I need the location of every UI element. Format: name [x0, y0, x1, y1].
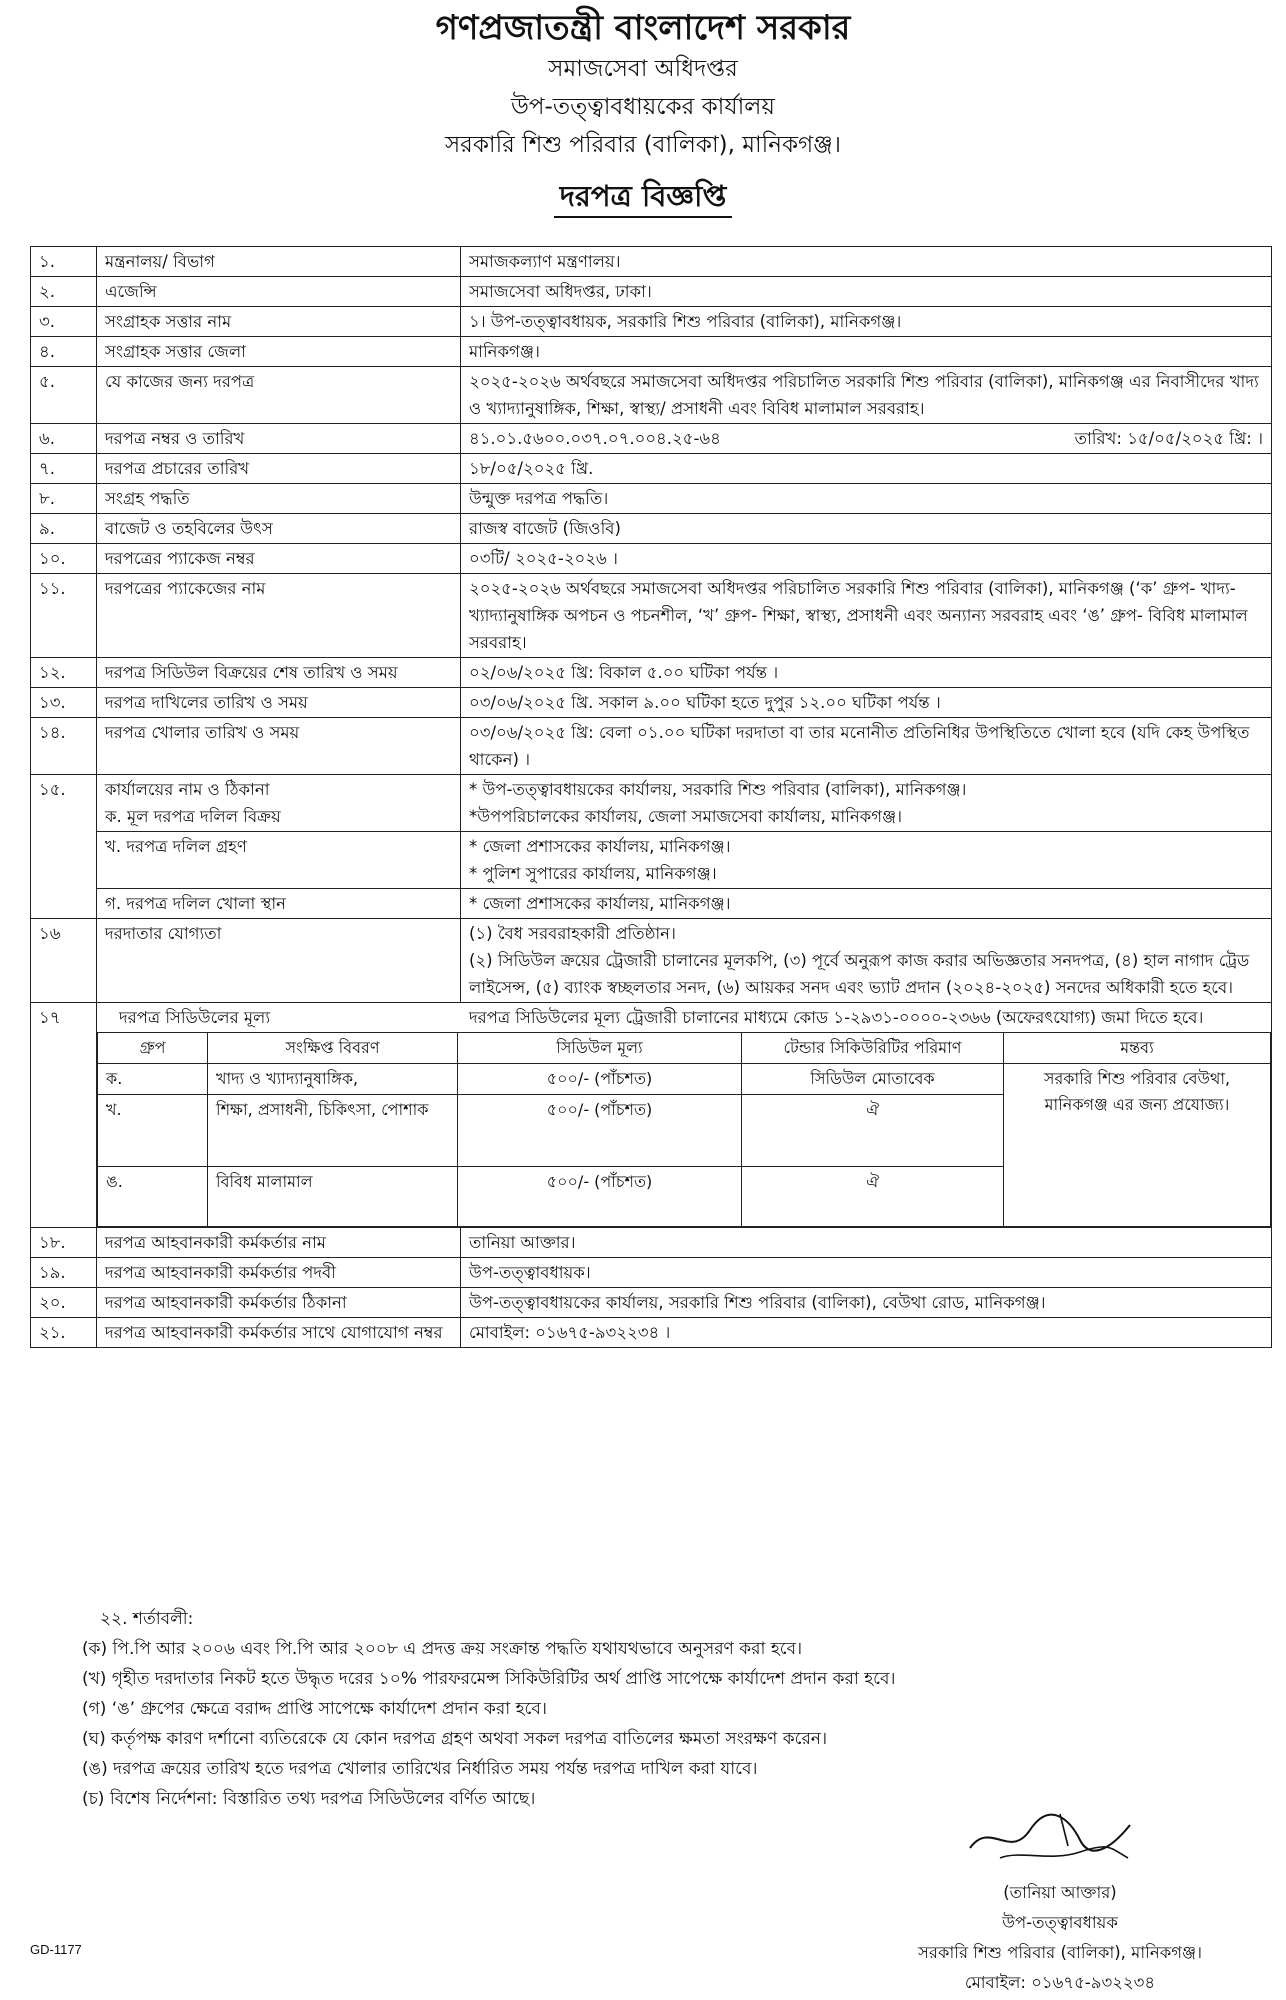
- document-header: [0, 6, 1286, 218]
- row-value: মোবাইল: ০১৬৭৫-৯৩২২৩৪ ।: [461, 1318, 1272, 1348]
- receive-office-2: * পুলিশ সুপারের কার্যালয়, মানিকগঞ্জ।: [469, 864, 717, 883]
- col-header: টেন্ডার সিকিউরিটির পরিমাণ: [742, 1033, 1004, 1064]
- table-header-row: [98, 1033, 1271, 1064]
- row-number: ২.: [31, 277, 97, 307]
- table-row: [31, 337, 1272, 367]
- row-value: * জেলা প্রশাসকের কার্যালয়, মানিকগঞ্জ।: [461, 889, 1272, 919]
- remark-cell: সরকারি শিশু পরিবার বেউথা, মানিকগঞ্জ এর জন্য প্রযোজ্য।: [1004, 1064, 1271, 1227]
- row-label: খ. দরপত্র দলিল গ্রহণ: [97, 832, 461, 889]
- row-number: ১.: [31, 247, 97, 277]
- row-value: দরপত্র সিডিউলের মূল্য ট্রেজারী চালানের মাধ্যমে কোড ১-২৯৩১-০০০০-২৩৬৬ (অফেরৎযোগ্য) জমা দিতে হবে।: [469, 1008, 1204, 1027]
- tender-number: ৪১.০১.৫৬০০.০৩৭.০৭.০০৪.২৫-৬৪: [469, 429, 721, 448]
- term-item: (চ) বিশেষ নির্দেশনা: বিস্তারিত তথ্য দরপত্র সিডিউলের বর্ণিত আছে।: [82, 1789, 536, 1809]
- row-label: দরপত্র আহবানকারী কর্মকর্তার পদবী: [97, 1258, 461, 1288]
- row-number: ১২.: [31, 658, 97, 688]
- row-value: রাজস্ব বাজেট (জিওবি): [461, 514, 1272, 544]
- qualification-2: (২) সিডিউল ক্রয়ের ট্রেজারী চালানের মূলকপি, (৩) পূর্বে অনুরূপ কাজ করার অভিজ্ঞতার সনদপত্র, (৪) হাল নাগাদ ট্রেড লাইসেন্স, (৫) ব্যাংক স্বচ্ছলতার সনদ, (৬) আয়কর সনদ এবং ভ্যাট প্রদান (২০২৪-২০২৫) সনদের অধিকারী হতে হবে।: [469, 951, 1250, 997]
- row-label: দরপত্র খোলার তারিখ ও সময়: [97, 718, 461, 775]
- row-label: দরপত্র আহবানকারী কর্মকর্তার ঠিকানা: [97, 1288, 461, 1318]
- qualification-1: (১) বৈধ সরবরাহকারী প্রতিষ্ঠান।: [469, 924, 676, 943]
- group-price-table: [97, 1032, 1271, 1227]
- row-label: [97, 775, 461, 832]
- institution-name: সরকারি শিশু পরিবার (বালিকা), মানিকগঞ্জ।: [444, 132, 842, 158]
- table-row: [31, 718, 1272, 775]
- row-value: [461, 424, 1272, 454]
- desc-cell: বিবিধ মালামাল: [208, 1167, 458, 1227]
- row-label: দরপত্র আহবানকারী কর্মকর্তার সাথে যোগাযোগ নম্বর: [97, 1318, 461, 1348]
- row-value: ১৮/০৫/২০২৫ খ্রি.: [461, 454, 1272, 484]
- document-code: GD-1177: [30, 1942, 82, 1957]
- row-number: ২১.: [31, 1318, 97, 1348]
- row-value: সমাজসেবা অধিদপ্তর, ঢাকা।: [461, 277, 1272, 307]
- tender-details-table: [30, 246, 1272, 1348]
- row-label: গ. দরপত্র দলিল খোলা স্থান: [97, 889, 461, 919]
- row-number: ১১.: [31, 574, 97, 658]
- term-item: (ক) পি.পি আর ২০০৬ এবং পি.পি আর ২০০৮ এ প্রদত্ত ক্রয় সংক্রান্ত পদ্ধতি যথাযথভাবে অনুসরণ করা হবে।: [82, 1639, 803, 1659]
- row-number: ১৫.: [31, 775, 97, 919]
- row-label: বাজেট ও তহবিলের উৎস: [97, 514, 461, 544]
- row-value: [461, 832, 1272, 889]
- row-label: সংগ্রাহক সত্তার নাম: [97, 307, 461, 337]
- row-number: ৫.: [31, 367, 97, 424]
- directorate-name: সমাজসেবা অধিদপ্তর: [548, 56, 738, 82]
- row-label: যে কাজের জন্য দরপত্র: [97, 367, 461, 424]
- table-row: [31, 574, 1272, 658]
- col-header: সিডিউল মূল্য: [458, 1033, 742, 1064]
- table-row: [31, 688, 1272, 718]
- row-number: ১৮.: [31, 1228, 97, 1258]
- row-number: ২০.: [31, 1288, 97, 1318]
- table-row: [31, 424, 1272, 454]
- row-label: দরপত্র সিডিউল বিক্রয়ের শেষ তারিখ ও সময়: [97, 658, 461, 688]
- table-row: [31, 1258, 1272, 1288]
- table-row: [31, 658, 1272, 688]
- table-row: [31, 307, 1272, 337]
- price-cell: ৫০০/- (পাঁচশত): [458, 1167, 742, 1227]
- table-row: [31, 484, 1272, 514]
- desc-cell: শিক্ষা, প্রসাধনী, চিকিৎসা, পোশাক: [208, 1095, 458, 1167]
- row-label: দরপত্র আহবানকারী কর্মকর্তার নাম: [97, 1228, 461, 1258]
- price-cell: ৫০০/- (পাঁচশত): [458, 1064, 742, 1095]
- row-number: ৪.: [31, 337, 97, 367]
- row-label: এজেন্সি: [97, 277, 461, 307]
- table-row: [31, 544, 1272, 574]
- desc-cell: খাদ্য ও খ্যাদ্যানুষাঙ্গিক,: [208, 1064, 458, 1095]
- row-number: ১৯.: [31, 1258, 97, 1288]
- group-cell: ঙ.: [98, 1167, 208, 1227]
- row-label: দরপত্র প্রচারের তারিখ: [97, 454, 461, 484]
- row-value: তানিয়া আক্তার।: [461, 1228, 1272, 1258]
- table-row: [31, 832, 1272, 889]
- row-value: ১। উপ-তত্ত্বাবধায়ক, সরকারি শিশু পরিবার (বালিকা), মানিকগঞ্জ।: [461, 307, 1272, 337]
- schedule-sale-label: ক. মূল দরপত্র দলিল বিক্রয়: [105, 807, 281, 826]
- row-number: ১৭: [31, 1003, 97, 1228]
- row-label: দরপত্রের প্যাকেজ নম্বর: [97, 544, 461, 574]
- row-number: ৭.: [31, 454, 97, 484]
- row-label: দরপত্র দাখিলের তারিখ ও সময়: [97, 688, 461, 718]
- table-row: [31, 454, 1272, 484]
- table-row: [31, 367, 1272, 424]
- row-value: ০২/০৬/২০২৫ খ্রি: বিকাল ৫.০০ ঘটিকা পর্যন্ত ।: [461, 658, 1272, 688]
- notice-title: দরপত্র বিজ্ঞপ্তি: [554, 178, 733, 218]
- row-value: উন্মুক্ত দরপত্র পদ্ধতি।: [461, 484, 1272, 514]
- row-number: ১৩.: [31, 688, 97, 718]
- sale-office-2: *উপপরিচালকের কার্যালয়, জেলা সমাজসেবা কার্যালয়, মানিকগঞ্জ।: [469, 807, 903, 826]
- receive-office-1: * জেলা প্রশাসকের কার্যালয়, মানিকগঞ্জ।: [469, 837, 731, 856]
- table-row: [31, 277, 1272, 307]
- row-value: ২০২৫-২০২৬ অর্থবছরে সমাজসেবা অধিদপ্তর পরিচালিত সরকারি শিশু পরিবার (বালিকা), মানিকগঞ্জ এর নিবাসীদের খাদ্য ও খ্যাদ্যানুষাঙ্গিক, শিক্ষা, স্বাস্থ্য/ প্রসাধনী এবং বিবিধ মালামাল সরবরাহ।: [461, 367, 1272, 424]
- row-number: ৮.: [31, 484, 97, 514]
- tender-date: তারিখ: ১৫/০৫/২০২৫ খ্রি: ।: [1074, 429, 1263, 448]
- signatory-designation: উপ-তত্ত্বাবধায়ক: [1002, 1913, 1118, 1932]
- security-cell: ঐ: [742, 1167, 1004, 1227]
- signatory-name: (তানিয়া আক্তার): [1003, 1883, 1117, 1902]
- col-header: সংক্ষিপ্ত বিবরণ: [208, 1033, 458, 1064]
- row-label: দরপত্র সিডিউলের মূল্য: [119, 1008, 271, 1027]
- row-label: সংগ্রহ পদ্ধতি: [97, 484, 461, 514]
- row-value: ০৩টি/ ২০২৫-২০২৬ ।: [461, 544, 1272, 574]
- signatory-office: সরকারি শিশু পরিবার (বালিকা), মানিকগঞ্জ।: [917, 1943, 1203, 1962]
- row-number: ৩.: [31, 307, 97, 337]
- row-number: ৬.: [31, 424, 97, 454]
- row-value: উপ-তত্ত্বাবধায়ক।: [461, 1258, 1272, 1288]
- table-row: [31, 514, 1272, 544]
- row-value: ২০২৫-২০২৬ অর্থবছরে সমাজসেবা অধিদপ্তর পরিচালিত সরকারি শিশু পরিবার (বালিকা), মানিকগঞ্জ (‘ক’ গ্রুপ- খাদ্য- খ্যাদ্যানুষাঙ্গিক অপচন ও পচনশীল, ‘খ’ গ্রুপ- শিক্ষা, স্বাস্থ্য, প্রসাধনী এবং অন্যান্য সরবরাহ এবং ‘ঙ’ গ্রুপ- বিবিধ মালামাল সরবরাহ।: [461, 574, 1272, 658]
- table-row: [31, 1228, 1272, 1258]
- row-value: ০৩/০৬/২০২৫ খ্রি: বেলা ০১.০০ ঘটিকা দরদাতা বা তার মনোনীত প্রতিনিধির উপস্থিতিতে খোলা হবে (যদি কেহ উপস্থিত থাকেন) ।: [461, 718, 1272, 775]
- office-address-label: কার্যালয়ের নাম ও ঠিকানা: [105, 780, 270, 799]
- signatory-block: [850, 1878, 1270, 1998]
- table-row: [31, 1003, 1272, 1228]
- row-value: ০৩/০৬/২০২৫ খ্রি. সকাল ৯.০০ ঘটিকা হতে দুপুর ১২.০০ ঘটিকা পর্যন্ত ।: [461, 688, 1272, 718]
- price-cell: ৫০০/- (পাঁচশত): [458, 1095, 742, 1167]
- row-number: ৯.: [31, 514, 97, 544]
- table-row: [31, 247, 1272, 277]
- table-row: [31, 1318, 1272, 1348]
- security-cell: সিডিউল মোতাবেক: [742, 1064, 1004, 1095]
- row-label: দরপত্র নম্বর ও তারিখ: [97, 424, 461, 454]
- term-item: (গ) ‘ঙ’ গ্রুপের ক্ষেত্রে বরাদ্দ প্রাপ্তি সাপেক্ষে কার্যাদেশ প্রদান করা হবে।: [82, 1699, 547, 1719]
- row-label: মন্ত্রনালয়/ বিভাগ: [97, 247, 461, 277]
- row-label: সংগ্রাহক সত্তার জেলা: [97, 337, 461, 367]
- term-item: (ঘ) কর্তৃপক্ষ কারণ দর্শানো ব্যতিরেকে যে কোন দরপত্র গ্রহণ অথবা সকল দরপত্র বাতিলের ক্ষমতা সংরক্ষণ করেন।: [82, 1729, 828, 1749]
- row-number: ১৬: [31, 919, 97, 1003]
- government-heading: গণপ্রজাতন্ত্রী বাংলাদেশ সরকার: [435, 8, 851, 48]
- signature-mark: [960, 1800, 1140, 1870]
- table-row: [31, 889, 1272, 919]
- office-name: উপ-তত্ত্বাবধায়কের কার্যালয়: [511, 94, 775, 120]
- row-value: মানিকগঞ্জ।: [461, 337, 1272, 367]
- col-header: গ্রুপ: [98, 1033, 208, 1064]
- security-cell: ঐ: [742, 1095, 1004, 1167]
- term-item: (ঙ) দরপত্র ক্রয়ের তারিখ হতে দরপত্র খোলার তারিখের নির্ধারিত সময় পর্যন্ত দরপত্র দাখিল করা যাবে।: [82, 1759, 758, 1779]
- schedule-price-cell: [97, 1003, 1272, 1228]
- table-row: [31, 775, 1272, 832]
- term-item: (খ) গৃহীত দরদাতার নিকট হতে উদ্ধৃত দরের ১০% পারফরমেন্স সিকিউরিটির অর্থ প্রাপ্তি সাপেক্ষে কার্যাদেশ প্রদান করা হবে।: [82, 1669, 896, 1689]
- row-number: ১০.: [31, 544, 97, 574]
- row-value: [461, 775, 1272, 832]
- table-row: [31, 1288, 1272, 1318]
- table-row: [98, 1064, 1271, 1095]
- row-value: উপ-তত্ত্বাবধায়কের কার্যালয়, সরকারি শিশু পরিবার (বালিকা), বেউথা রোড, মানিকগঞ্জ।: [461, 1288, 1272, 1318]
- row-value: সমাজকল্যাণ মন্ত্রণালয়।: [461, 247, 1272, 277]
- terms-section: [82, 1604, 1262, 1814]
- row-label: দরদাতার যোগ্যতা: [97, 919, 461, 1003]
- row-label: দরপত্রের প্যাকেজের নাম: [97, 574, 461, 658]
- group-cell: খ.: [98, 1095, 208, 1167]
- terms-heading: ২২. শর্তাবলী:: [100, 1609, 194, 1629]
- group-cell: ক.: [98, 1064, 208, 1095]
- col-header: মন্তব্য: [1004, 1033, 1271, 1064]
- row-number: ১৪.: [31, 718, 97, 775]
- signatory-mobile: মোবাইল: ০১৬৭৫-৯৩২২৩৪: [964, 1973, 1156, 1992]
- table-row: [31, 919, 1272, 1003]
- sale-office-1: * উপ-তত্ত্বাবধায়কের কার্যালয়, সরকারি শিশু পরিবার (বালিকা), মানিকগঞ্জ।: [469, 780, 967, 799]
- row-value: [461, 919, 1272, 1003]
